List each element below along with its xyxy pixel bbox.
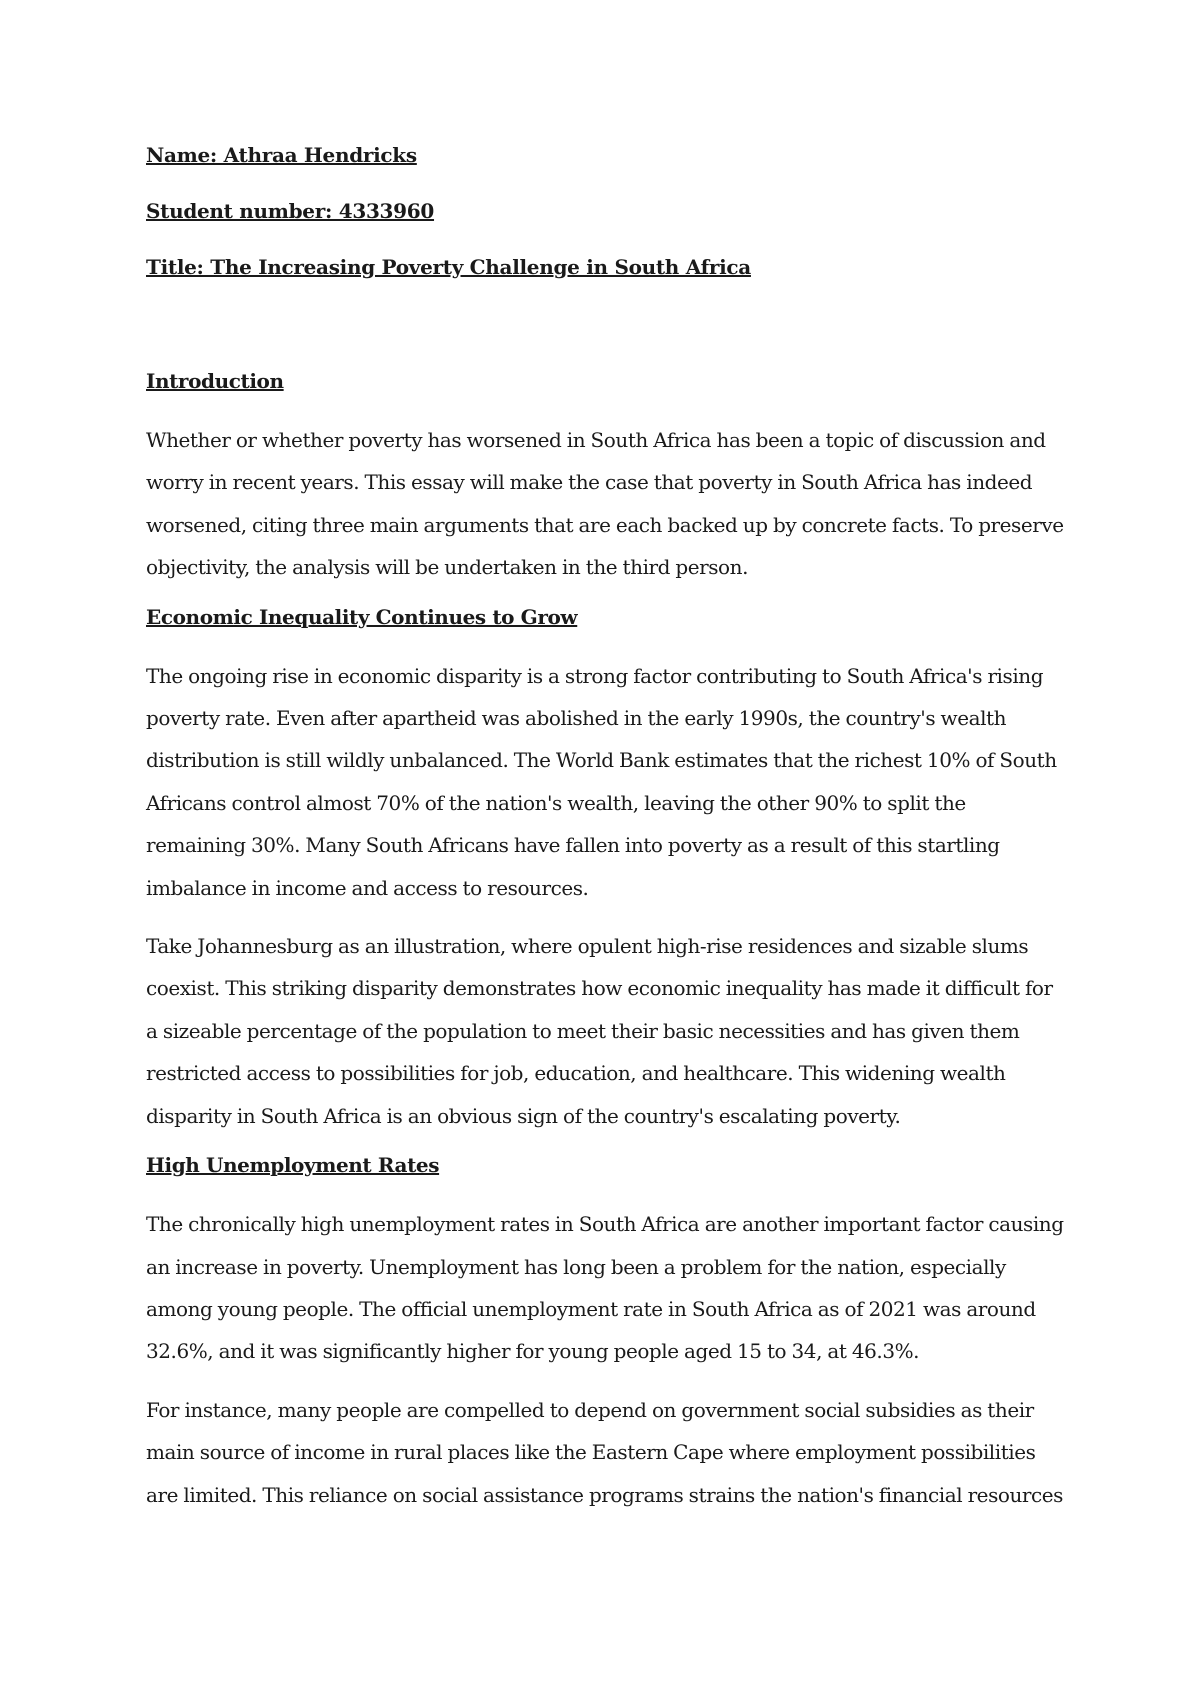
inequality-paragraph-1: The ongoing rise in economic disparity is a strong factor contributing to South Africa's rising poverty rate. Even after apartheid was abolished in the early 1990s, the country's wealth distribution is still wildly unbalanced. The World Bank estimates that the richest 10% of South Africans control almost 70% of the nation's wealth, leaving the other 90% to split the remaining 30%. Many South Africans have fallen into poverty as a result of this startling imbalance in income and access to resources. — [146, 663, 1057, 900]
unemployment-paragraph-1: The chronically high unemployment rates in South Africa are another important factor causing an increase in poverty. Unemployment has long been a problem for the nation, especially among young people. The official unemployment rate in South Africa as of 2021 was around 32.6%, and it was significantly higher for young people aged 15 to 34, at 46.3%. — [146, 1212, 1064, 1364]
inequality-paragraph-2: Take Johannesburg as an illustration, where opulent high-rise residences and sizable slums coexist. This striking disparity demonstrates how economic inequality has made it difficult for a sizeable percentage of the population to meet their basic necessities and has given them restricted access to possibilities for job, education, and healthcare. This widening wealth disparity in South Africa is an obvious sign of the country's escalating poverty. — [146, 934, 1053, 1128]
section-heading-inequality: Economic Inequality Continues to Grow — [146, 604, 578, 629]
section-heading-unemployment: High Unemployment Rates — [146, 1153, 440, 1178]
section-heading-introduction: Introduction — [146, 369, 284, 393]
document-body — [146, 143, 1064, 1516]
unemployment-paragraph-2: For instance, many people are compelled to depend on government social subsidies as their main source of income in rural places like the Eastern Cape where employment possibilities are limited. This reliance on social assistance programs strains the nation's financial resources — [146, 1397, 1063, 1507]
author-name-line: Name: Athraa Hendricks — [146, 143, 417, 167]
introduction-paragraph: Whether or whether poverty has worsened in South Africa has been a topic of discussion and worry in recent years. This essay will make the case that poverty in South Africa has indeed worsened, citing three main arguments that are each backed up by concrete facts. To preserve objectivity, the analysis will be undertaken in the third person. — [146, 428, 1064, 580]
essay-title-line: Title: The Increasing Poverty Challenge in South Africa — [146, 255, 751, 279]
student-number-line: Student number: 4333960 — [146, 199, 435, 223]
